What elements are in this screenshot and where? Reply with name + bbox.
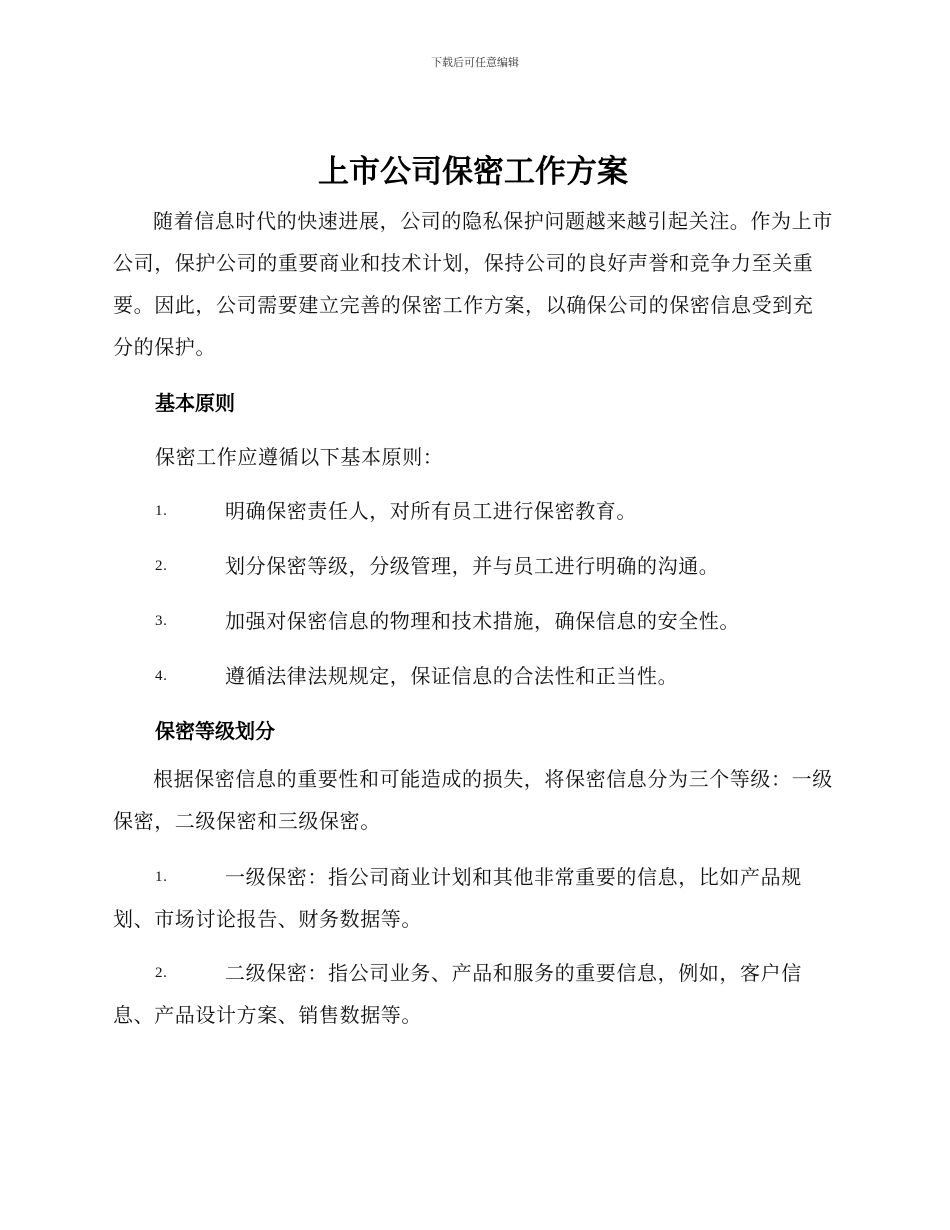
- list-number: 2.: [155, 558, 168, 574]
- list-item-text: 遵循法律法规规定，保证信息的合法性和正当性。: [225, 664, 679, 688]
- section1-lead: 保密工作应遵循以下基本原则：: [155, 445, 444, 469]
- list-item: [113, 594, 833, 649]
- list-item-text: 划分保密等级，分级管理，并与员工进行明确的沟通。: [225, 554, 720, 578]
- list-number: 4.: [155, 668, 168, 684]
- list-number: 1.: [155, 869, 168, 885]
- list-number: 1.: [155, 503, 168, 519]
- document-content: [113, 148, 833, 1042]
- list-item: [113, 946, 833, 1042]
- intro-paragraph: 随着信息时代的快速进展，公司的隐私保护问题越来越引起关注。作为上市公司，保护公司的重要商业和技术计划，保持公司的良好声誉和竞争力至关重要。因此，公司需要建立完善的保密工作方案，以确保公司的保密信息受到充分的保护。: [113, 209, 833, 359]
- list-item: [113, 850, 833, 946]
- document-title: 上市公司保密工作方案: [318, 154, 628, 190]
- list-number: 3.: [155, 613, 168, 629]
- list-item-text: 加强对保密信息的物理和技术措施，确保信息的安全性。: [225, 609, 740, 633]
- list-item-text: 一级保密：指公司商业计划和其他非常重要的信息，比如产品规划、市场讨论报告、财务数据等。: [113, 865, 802, 931]
- header-note: 下载后可任意编辑: [431, 56, 519, 69]
- list-item: [113, 649, 833, 704]
- section-heading-basic-principles: 基本原则: [155, 391, 235, 415]
- list-item: [113, 484, 833, 539]
- list-item-text: 二级保密：指公司业务、产品和服务的重要信息，例如，客户信息、产品设计方案、销售数据等。: [113, 961, 802, 1027]
- list-item: [113, 539, 833, 594]
- list-item-text: 明确保密责任人，对所有员工进行保密教育。: [225, 499, 637, 523]
- list-number: 2.: [155, 965, 168, 981]
- section2-lead: 根据保密信息的重要性和可能造成的损失，将保密信息分为三个等级：一级保密，二级保密和三级保密。: [113, 767, 833, 833]
- section-heading-classification: 保密等级划分: [155, 719, 275, 743]
